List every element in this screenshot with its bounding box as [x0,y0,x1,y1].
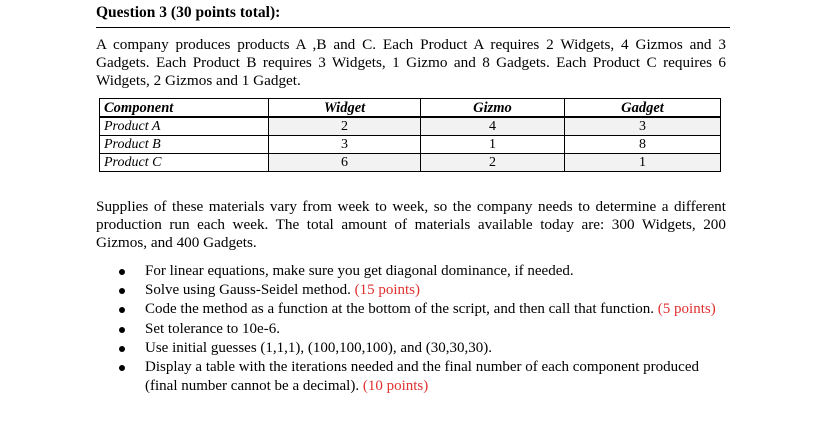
table-row [100,136,721,154]
cell-gadget: 3 [564,117,720,136]
task-text: Code the method as a function at the bottom of the script, and then call that function. [145,301,655,318]
task-text: Use initial guesses (1,1,1), (100,100,100), and (30,30,30). [145,339,493,356]
cell-gadget: 8 [564,136,720,154]
task-points: (15 points) [354,282,420,299]
header-gizmo: Gizmo [421,99,565,118]
bullet-icon [119,327,125,333]
component-table [99,98,721,172]
list-item [119,358,729,396]
task-text: Set tolerance to 10e-6. [145,320,280,337]
supplies-paragraph: Supplies of these materials vary from week to week, so the company needs to determine a different production run each week. The total amount of materials available today are: 300 Widgets, 200 Gizmos, and 400 Gadgets. [96,198,726,251]
bullet-icon [119,346,125,352]
cell-gizmo: 2 [421,154,565,172]
task-text: Solve using Gauss-Seidel method. [145,282,351,299]
task-points: (5 points) [657,301,716,318]
list-item [119,262,729,281]
bullet-icon [119,269,125,275]
list-item [119,300,729,319]
cell-gadget: 1 [564,154,720,172]
cell-widget: 3 [269,136,421,154]
cell-gizmo: 1 [421,136,565,154]
table-header-row [100,99,721,118]
table-row [100,154,721,172]
header-component: Component [100,99,269,118]
list-item [119,339,729,358]
list-item [119,281,729,300]
task-text: Display a table with the iterations needed and the final number of each component produced (final number cannot be a decimal). [145,359,699,395]
cell-widget: 2 [269,117,421,136]
row-label: Product A [100,117,269,136]
task-text: For linear equations, make sure you get diagonal dominance, if needed. [145,263,574,279]
header-widget: Widget [269,99,421,118]
header-gadget: Gadget [564,99,720,118]
cell-gizmo: 4 [421,117,565,136]
question-title: Question 3 (30 points total): [96,4,281,21]
title-divider [96,27,730,28]
table-row [100,117,721,136]
list-item [119,320,729,339]
bullet-icon [119,288,125,294]
row-label: Product B [100,136,269,154]
bullet-icon [119,307,125,313]
row-label: Product C [100,154,269,172]
intro-paragraph: A company produces products A ,B and C. Each Product A requires 2 Widgets, 4 Gizmos and 3 Gadgets. Each Product B requires 3 Widgets, 1 Gizmo and 8 Gadgets. Each Product C requires 6 Widgets, 2 Gizmos and 1 Gadget. [96,36,726,89]
cell-widget: 6 [269,154,421,172]
task-list [119,262,729,396]
bullet-icon [119,365,125,371]
task-points: (10 points) [362,378,429,395]
